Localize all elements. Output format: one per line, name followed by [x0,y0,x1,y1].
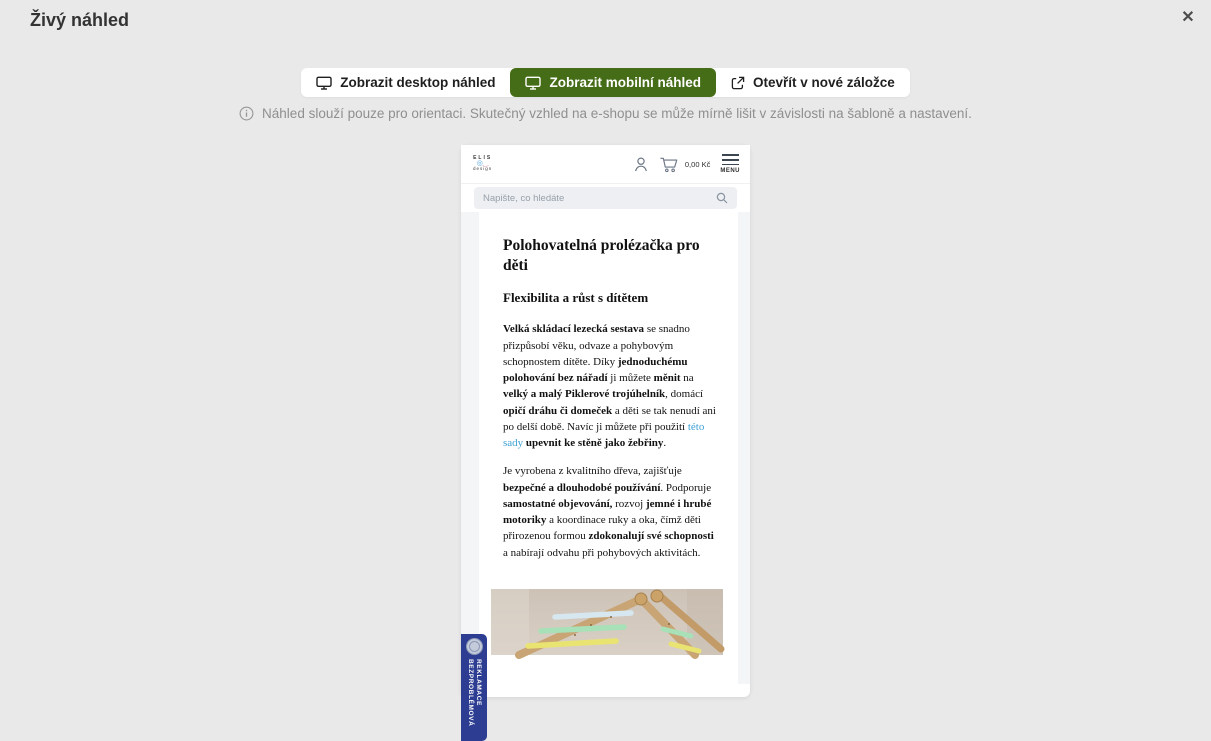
external-link-icon [731,76,745,90]
menu-label: MENU [720,167,740,174]
text-segment: a nabírají odvahu při pohybových aktivitách. [503,546,701,559]
desktop-preview-button[interactable] [301,68,510,97]
mobile-preview-frame [461,145,750,727]
text-segment: na [680,372,694,385]
badge-text-line1: BEZPROBLÉMOVÁ [467,659,474,727]
shop-logo[interactable] [473,156,492,172]
search-icon[interactable] [716,192,728,204]
page-title: Živý náhled [30,10,130,30]
search-placeholder: Napište, co hledáte [483,192,565,204]
logo-text-top: ELIS [473,154,493,161]
header-actions [633,154,740,173]
badge-text-line2: REKLAMACE [475,659,482,706]
cart-icon [659,156,680,173]
text-segment: Je vyrobena z kvalitního dřeva, zajišťuje [503,465,682,478]
shop-viewport [461,145,750,727]
badge-seal-icon [466,638,483,655]
preview-toolbar [0,68,1211,97]
product-paragraph-1 [503,321,716,451]
text-segment: , domácí [665,388,704,401]
account-icon[interactable] [633,156,649,173]
info-icon [239,106,254,121]
product-paragraph-2 [503,463,716,561]
text-segment: bezpečné a dlouhodobé používání [503,481,661,494]
text-segment: velký a malý Piklerové trojúhelník [503,388,666,401]
text-segment: . [663,437,667,450]
search-bar [461,184,750,212]
product-image [491,589,723,655]
claims-badge[interactable] [461,634,487,741]
logo-smile-glyph: ‿ [482,160,489,168]
text-segment: samostatné objevování, [503,497,613,510]
monitor-icon [316,76,332,90]
menu-button[interactable] [720,154,740,173]
monitor-icon [525,76,541,90]
text-link[interactable]: této sady [503,420,705,450]
product-description [479,212,738,684]
mobile-preview-button[interactable] [510,68,716,97]
open-new-tab-button[interactable] [716,68,910,97]
product-subtitle: Flexibilita a růst s dítětem [503,290,649,306]
text-segment: ji můžete [607,372,654,385]
notice-text: Náhled slouží pouze pro orientaci. Skutečný vzhled na e-shopu se může mírně lišit v závislosti na šabloně a nastavení. [262,106,972,121]
preview-toolbar-group [301,68,910,97]
cart-button[interactable] [659,156,710,173]
text-segment: jemné i hrubé motoriky [503,497,712,527]
text-segment: a děti se tak nenudí ani po delší době. Navíc ji můžete při použití [503,404,716,433]
text-segment: . Podporuje [660,481,712,494]
text-segment: zdokonalují své schopnosti [588,530,714,543]
text-segment: upevnit ke stěně jako žebřiny [525,437,664,450]
badge-text [466,659,482,726]
open-new-tab-label: Otevřít v nové záložce [752,75,895,90]
text-segment: opičí dráhu či domeček [503,404,613,417]
cart-total: 0,00 Kč [684,159,711,169]
hamburger-icon [722,154,739,165]
text-segment: Velká skládací lezecká sestava [503,323,645,336]
mobile-preview-label: Zobrazit mobilní náhled [549,75,701,90]
logo-circle-glyph: ◎ [476,160,483,168]
text-segment: měnit [653,372,681,385]
shop-page-body [461,212,750,727]
shop-header [461,145,750,184]
close-icon[interactable]: ✕ [1181,9,1195,26]
text-segment: jednoduchému polohování bez nářadí [503,355,688,385]
text-segment: se snadno přizpůsobí věku, odvaze a pohybovým schopnostem dítěte. Díky [503,323,690,368]
search-input[interactable] [474,187,737,209]
preview-notice [0,106,1211,121]
desktop-preview-label: Zobrazit desktop náhled [340,75,496,90]
text-segment: rozvoj [612,497,646,510]
text-segment: a koordinace ruky a oka, čímž děti přirozenou formou [503,514,701,543]
logo-text-bottom: design [473,166,493,172]
product-title: Polohovatelná prolézačka pro děti [503,237,700,275]
